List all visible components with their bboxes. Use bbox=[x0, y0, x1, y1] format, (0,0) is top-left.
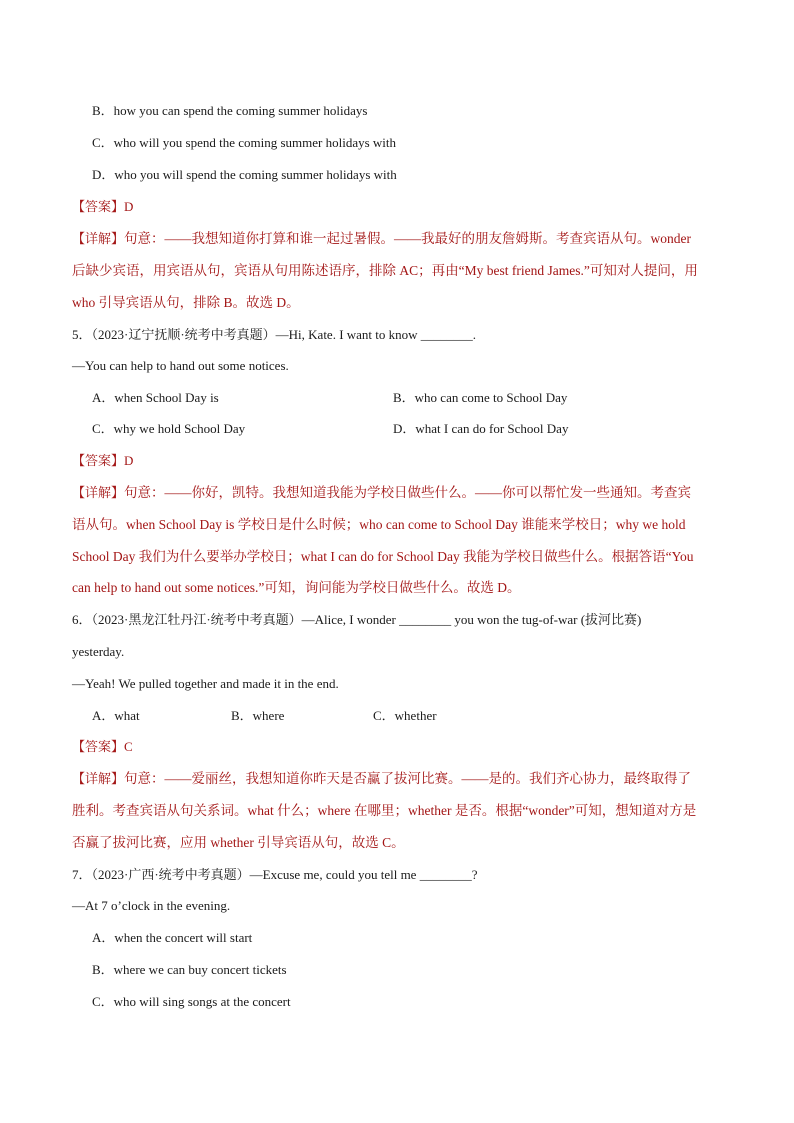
q7-option-c: C．who will sing songs at the concert bbox=[92, 994, 291, 1009]
q5-option-a: A．when School Day is bbox=[92, 390, 219, 405]
q7-stem: 7．（2023·广西·统考中考真题）—Excuse me, could you tell me ________? bbox=[72, 867, 478, 882]
q4-detail-line-3: who 引导宾语从句，排除 B。故选 D。 bbox=[72, 295, 300, 310]
answer-tag: 【答案】 bbox=[72, 200, 125, 215]
q7-reply: —At 7 o’clock in the evening. bbox=[72, 898, 231, 913]
q5-option-b: B．who can come to School Day bbox=[393, 390, 568, 405]
q6-options-row bbox=[92, 708, 742, 724]
q5-detail-line-2: 语从句。when School Day is 学校日是什么时候；who can come to School Day 谁能来学校日；why we hold bbox=[72, 517, 686, 532]
q6-detail-line-3: 否赢了拔河比赛，应用 whether 引导宾语从句，故选 C。 bbox=[72, 835, 405, 850]
q5-stem: 5．（2023·辽宁抚顺·统考中考真题）—Hi, Kate. I want to know ________. bbox=[72, 327, 477, 342]
q6-stem-line-1: 6．（2023·黑龙江牡丹江·统考中考真题）—Alice, I wonder ________ you won the tug-of-war (拔河比赛) bbox=[72, 612, 642, 627]
q4-option-b: B．how you can spend the coming summer holidays bbox=[92, 103, 368, 118]
q5-detail-line-1 bbox=[72, 485, 722, 502]
detail-tag: 【详解】 bbox=[72, 486, 125, 501]
q6-detail-line-2: 胜利。考查宾语从句关系词。what 什么；where 在哪里；whether 是否。根据“wonder”可知，想知道对方是 bbox=[72, 803, 697, 818]
q5-detail-line-3: School Day 我们为什么要举办学校日；what I can do for School Day 我能为学校日做些什么。根据答语“You bbox=[72, 549, 694, 564]
detail-tag: 【详解】 bbox=[72, 232, 125, 247]
q4-option-d: D．who you will spend the coming summer holidays with bbox=[92, 167, 397, 182]
q6-option-a: A．what bbox=[92, 708, 140, 723]
q7-option-a: A．when the concert will start bbox=[92, 930, 253, 945]
detail-text: 句意：——爱丽丝，我想知道你昨天是否赢了拔河比赛。——是的。我们齐心协力，最终取得了 bbox=[124, 771, 692, 786]
detail-text: 句意：——你好，凯特。我想知道我能为学校日做些什么。——你可以帮忙发一些通知。考查宾 bbox=[124, 485, 692, 500]
q6-stem-line-2: yesterday. bbox=[72, 644, 125, 659]
q4-option-c: C．who will you spend the coming summer holidays with bbox=[92, 135, 397, 150]
q4-detail-line-2: 后缺少宾语，用宾语从句，宾语从句用陈述语序，排除 AC；再由“My best friend James.”可知对人提问，用 bbox=[72, 263, 698, 278]
q7-option-b: B．where we can buy concert tickets bbox=[92, 962, 287, 977]
q6-option-b: B．where bbox=[231, 708, 285, 723]
answer-letter: C bbox=[124, 739, 133, 754]
q4-detail-line-1 bbox=[72, 231, 722, 248]
detail-tag: 【详解】 bbox=[72, 772, 125, 787]
q5-answer bbox=[72, 453, 722, 470]
q5-option-d: D．what I can do for School Day bbox=[393, 421, 569, 436]
q6-option-c: C．whether bbox=[373, 708, 437, 723]
answer-letter: D bbox=[124, 199, 134, 214]
q5-option-c: C．why we hold School Day bbox=[92, 421, 246, 436]
q5-detail-line-4: can help to hand out some notices.”可知，询问能为学校日做些什么。故选 D。 bbox=[72, 580, 521, 595]
answer-tag: 【答案】 bbox=[72, 454, 125, 469]
detail-text: 句意：——我想知道你打算和谁一起过暑假。——我最好的朋友詹姆斯。考查宾语从句。wonder bbox=[124, 231, 692, 246]
answer-tag: 【答案】 bbox=[72, 740, 125, 755]
q6-detail-line-1 bbox=[72, 771, 722, 788]
q6-answer bbox=[72, 739, 722, 756]
q5-reply: —You can help to hand out some notices. bbox=[72, 358, 289, 373]
q4-answer bbox=[72, 199, 722, 216]
answer-letter: D bbox=[124, 453, 134, 468]
q6-reply: —Yeah! We pulled together and made it in the end. bbox=[72, 676, 339, 691]
q5-options-row-1 bbox=[92, 390, 742, 406]
q5-options-row-2 bbox=[92, 421, 742, 437]
